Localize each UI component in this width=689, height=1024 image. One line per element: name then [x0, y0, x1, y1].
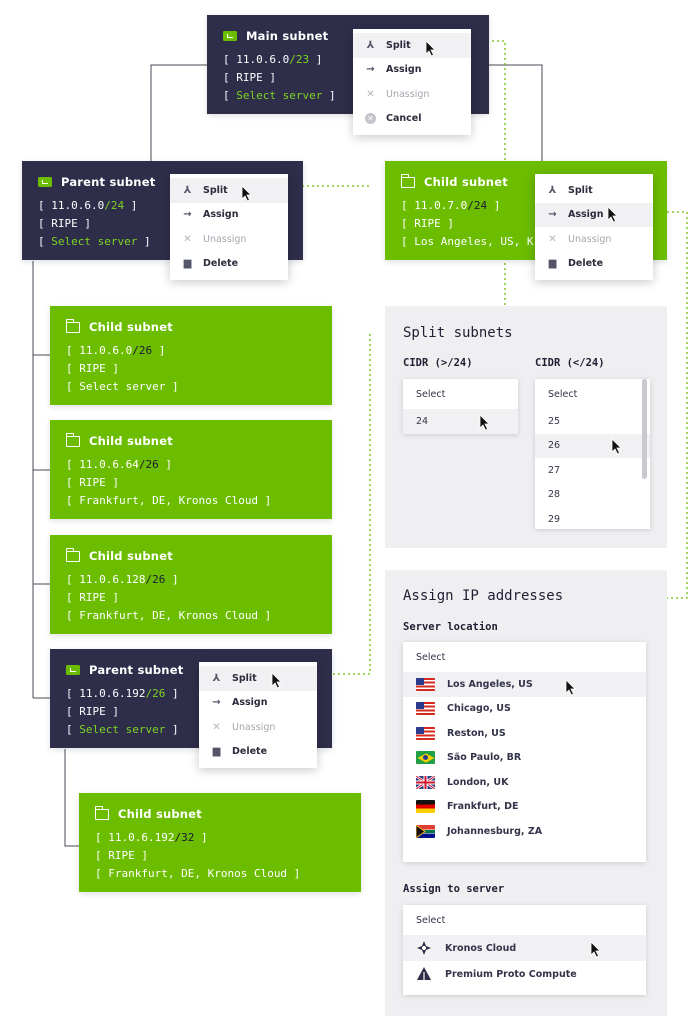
dropdown-option[interactable]: 26 — [535, 434, 650, 459]
subnet-ip: [ 11.0.7.0/24 ] — [401, 199, 501, 212]
assign-ip-panel — [385, 570, 667, 1016]
select-server-link[interactable]: Select server — [236, 89, 323, 102]
dropdown-header[interactable]: Select — [416, 651, 446, 663]
menu-unassign[interactable]: ✕ Unassign — [212, 721, 276, 733]
main-subnet-title: Main subnet — [223, 29, 473, 43]
subnet-server: [ Select server ] — [66, 723, 179, 736]
tree-line-main-to-child — [489, 65, 542, 162]
menu-split[interactable]: ⅄ Split — [353, 33, 471, 58]
subnet-registry: [ RIPE ] — [66, 705, 119, 718]
split-subnets-panel — [385, 306, 667, 548]
subnet-ip: [ 11.0.6.0/23 ] — [223, 53, 323, 66]
subnet-server: [ Select server ] — [66, 380, 179, 393]
folder-icon — [66, 322, 80, 333]
panel-title: Split subnets — [403, 325, 513, 341]
proto-compute-icon — [416, 966, 432, 982]
dropdown-option[interactable]: 28 — [548, 489, 561, 501]
unassign-icon: ✕ — [366, 88, 375, 100]
trash-icon: ▆ — [548, 258, 557, 270]
menu-cancel[interactable]: ✕ Cancel — [353, 107, 471, 132]
subnet-ip: [ 11.0.6.0/24 ] — [38, 199, 138, 212]
location-option[interactable]: Reston, US — [403, 721, 646, 746]
br-flag-icon — [416, 751, 435, 764]
menu-split[interactable]: ⅄ Split — [199, 666, 317, 691]
assign-server-label: Assign to server — [403, 883, 505, 895]
server-option[interactable]: Kronos Cloud — [403, 935, 646, 961]
uk-flag-icon — [416, 776, 435, 789]
child-subnet-title: Child subnet — [95, 807, 345, 821]
split-icon: ⅄ — [366, 39, 375, 51]
child-subnet-title: Child subnet — [66, 549, 316, 563]
panel-title: Assign IP addresses — [403, 588, 564, 604]
cidr-right-dropdown[interactable] — [535, 379, 650, 529]
parent-subnet-title: Parent subnet — [38, 175, 287, 189]
child-subnet-card[interactable] — [50, 420, 332, 519]
subnet-server: [ Frankfurt, DE, Kronos Cloud ] — [66, 494, 272, 507]
parent-subnet-title: Parent subnet — [66, 663, 316, 677]
za-flag-icon — [416, 825, 435, 838]
child-subnet-title: Child subnet — [401, 175, 651, 189]
cursor-icon — [479, 414, 491, 431]
child-subnet-card-bottom[interactable] — [79, 793, 361, 892]
dropdown-header[interactable]: Select — [416, 388, 446, 400]
subnet-badge-icon — [66, 665, 80, 675]
unassign-icon: ✕ — [212, 721, 221, 733]
location-option[interactable]: Los Angeles, US — [403, 672, 646, 697]
select-server-link[interactable]: Select server — [79, 380, 166, 393]
location-option[interactable]: Johannesburg, ZA — [403, 819, 646, 844]
us-flag-icon — [416, 678, 435, 691]
folder-icon — [66, 551, 80, 562]
cursor-icon — [565, 679, 577, 696]
subnet-registry: [ RIPE ] — [95, 849, 148, 862]
cancel-icon: ✕ — [365, 113, 376, 124]
folder-icon — [95, 809, 109, 820]
assign-icon: → — [366, 64, 375, 76]
unassign-icon: ✕ — [183, 233, 192, 245]
menu-split[interactable]: ⅄ Split — [548, 184, 593, 196]
menu-delete[interactable]: ▆ Delete — [548, 258, 604, 270]
cidr-left-label: CIDR (>/24) — [403, 357, 473, 369]
subnet-registry: [ RIPE ] — [223, 71, 276, 84]
cursor-icon — [425, 40, 437, 57]
assign-icon: → — [183, 209, 192, 221]
menu-unassign[interactable]: ✕ Unassign — [548, 233, 612, 245]
menu-unassign[interactable]: ✕ Unassign — [183, 233, 247, 245]
subnet-badge-icon — [223, 31, 237, 41]
cidr-left-dropdown[interactable] — [403, 379, 518, 434]
cursor-icon — [607, 206, 619, 223]
subnet-registry: [ RIPE ] — [401, 217, 454, 230]
folder-icon — [66, 436, 80, 447]
scrollbar[interactable] — [642, 379, 647, 479]
tree-line-parent2-to-child — [65, 749, 79, 846]
assign-server-dropdown[interactable] — [403, 905, 646, 995]
us-flag-icon — [416, 702, 435, 715]
subnet-registry: [ RIPE ] — [66, 591, 119, 604]
child-subnet-card[interactable] — [50, 535, 332, 634]
menu-assign[interactable]: → Assign — [366, 64, 422, 76]
subnet-server: [ Select server ] — [223, 89, 336, 102]
server-location-dropdown[interactable] — [403, 642, 646, 862]
subnet-server: [ Select server ] — [38, 235, 151, 248]
folder-icon — [401, 177, 415, 188]
dropdown-option[interactable]: 27 — [548, 464, 561, 476]
parent-subnet-menu — [170, 174, 288, 280]
subnet-badge-icon — [38, 177, 52, 187]
child-subnet-title: Child subnet — [66, 434, 316, 448]
cursor-icon — [590, 941, 602, 958]
trash-icon: ▆ — [212, 746, 221, 758]
menu-unassign[interactable]: ✕ Unassign — [366, 88, 430, 100]
dropdown-header[interactable]: Select — [416, 914, 446, 926]
dropdown-option[interactable]: 29 — [548, 513, 561, 525]
assign-icon: → — [548, 209, 557, 221]
menu-delete[interactable]: ▆ Delete — [212, 746, 268, 758]
subnet-registry: [ RIPE ] — [66, 362, 119, 375]
assign-icon: → — [212, 697, 221, 709]
subnet-ip: [ 11.0.6.128/26 ] — [66, 573, 179, 586]
subnet-server: [ Los Angeles, US, K — [401, 235, 534, 248]
dropdown-option[interactable]: 24 — [403, 409, 518, 434]
server-option[interactable]: Premium Proto Compute — [403, 961, 646, 987]
parent-subnet-menu — [199, 662, 317, 768]
split-icon: ⅄ — [548, 184, 557, 196]
menu-split[interactable]: ⅄ Split — [170, 178, 288, 203]
subnet-ip: [ 11.0.6.192/26 ] — [66, 687, 179, 700]
menu-assign[interactable]: → Assign — [212, 697, 268, 709]
menu-assign[interactable]: → Assign — [183, 209, 239, 221]
main-subnet-menu — [353, 29, 471, 135]
dropdown-header[interactable]: Select — [548, 388, 578, 400]
location-option[interactable]: São Paulo, BR — [403, 746, 646, 771]
menu-assign[interactable]: → Assign — [535, 203, 653, 228]
subnet-server: [ Frankfurt, DE, Kronos Cloud ] — [66, 609, 272, 622]
us-flag-icon — [416, 727, 435, 740]
location-option[interactable]: London, UK — [403, 770, 646, 795]
select-server-link[interactable]: Select server — [79, 723, 166, 736]
subnet-ip: [ 11.0.6.192/32 ] — [95, 831, 208, 844]
cursor-icon — [611, 438, 623, 455]
cursor-icon — [241, 185, 253, 202]
menu-delete[interactable]: ▆ Delete — [183, 258, 239, 270]
split-icon: ⅄ — [183, 184, 192, 196]
kronos-cloud-icon — [416, 940, 432, 956]
subnet-server: [ Frankfurt, DE, Kronos Cloud ] — [95, 867, 301, 880]
subnet-ip: [ 11.0.6.64/26 ] — [66, 458, 172, 471]
location-option[interactable]: Frankfurt, DE — [403, 795, 646, 820]
subnet-registry: [ RIPE ] — [66, 476, 119, 489]
child-subnet-card[interactable] — [50, 306, 332, 405]
child-subnet-title: Child subnet — [66, 320, 316, 334]
server-location-label: Server location — [403, 621, 498, 633]
subnet-registry: [ RIPE ] — [38, 217, 91, 230]
child-subnet-menu — [535, 174, 653, 280]
cidr-right-label: CIDR (</24) — [535, 357, 605, 369]
cursor-icon — [271, 672, 283, 689]
location-option[interactable]: Chicago, US — [403, 697, 646, 722]
dropdown-option[interactable]: 25 — [548, 415, 561, 427]
subnet-ip: [ 11.0.6.0/26 ] — [66, 344, 166, 357]
unassign-icon: ✕ — [548, 233, 557, 245]
split-icon: ⅄ — [212, 672, 221, 684]
de-flag-icon — [416, 800, 435, 813]
select-server-link[interactable]: Select server — [51, 235, 138, 248]
trash-icon: ▆ — [183, 258, 192, 270]
tree-line-main-to-parent — [151, 65, 207, 162]
